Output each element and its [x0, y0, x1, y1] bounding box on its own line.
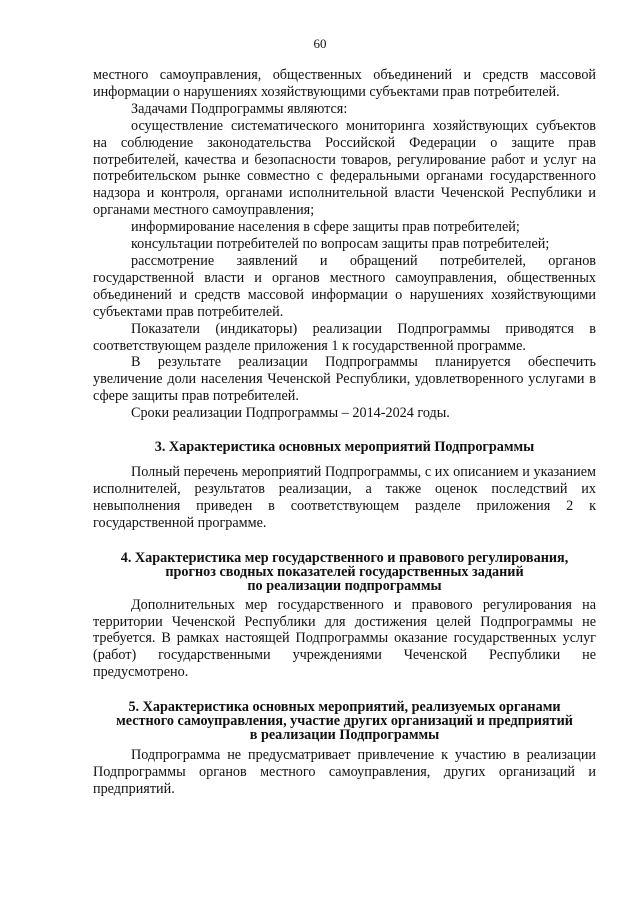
paragraph: местного самоуправления, общественных объединений и средств массовой информации о нарушениях хозяйствующими субъектами прав потребителей.: [93, 67, 596, 100]
page-number: 60: [313, 36, 327, 51]
section-heading: [93, 700, 596, 742]
heading-line: 5. Характеристика основных мероприятий, реализуемых органами: [128, 699, 561, 716]
paragraph: Подпрограмма не предусматривает привлечение к участию в реализации Подпрограммы органов местного самоуправления, других организаций и предприятий.: [93, 747, 596, 797]
paragraph: рассмотрение заявлений и обращений потребителей, органов государственной власти и органов местного самоуправления, общественных объединений и средств массовой информации о нарушениях хозяйствующими субъектами прав потребителей.: [93, 252, 596, 320]
paragraph: Дополнительных мер государственного и правового регулирования на территории Чеченской Республики для достижения целей Подпрограммы не требуется. В рамках настоящей Подпрограммы оказание государственных услуг (работ) государственными учреждениями Чеченской Республики не предусмотрено.: [93, 596, 596, 681]
paragraph: консультации потребителей по вопросам защиты прав потребителей;: [131, 236, 550, 253]
section-heading: 3. Характеристика основных мероприятий Подпрограммы: [154, 439, 535, 456]
paragraph: Сроки реализации Подпрограммы – 2014-2024 годы.: [131, 405, 450, 422]
heading-line: по реализации подпрограммы: [247, 577, 442, 594]
heading-line: 4. Характеристика мер государственного и правового регулирования,: [120, 549, 569, 566]
paragraph: осуществление систематического мониторинга хозяйствующих субъектов на соблюдение законодательства Российской Федерации о защите прав потребителей, качества и безопасности товаров, регулирование работ и услуг на потребительском рынке совместно с федеральными органами государственного надзора и контроля, органами исполнительной власти Чеченской Республики и органами местного самоуправления;: [93, 117, 596, 219]
paragraph: В результате реализации Подпрограммы планируется обеспечить увеличение доли населения Чеченской Республики, удовлетворенного услугами в сфере защиты прав потребителей.: [93, 354, 596, 405]
page-content: [93, 67, 596, 798]
paragraph: информирование населения в сфере защиты прав потребителей;: [131, 219, 520, 236]
heading-line: в реализации Подпрограммы: [249, 727, 440, 744]
paragraph: Показатели (индикаторы) реализации Подпрограммы приводятся в соответствующем разделе приложения 1 к государственной программе.: [93, 320, 596, 354]
paragraph: Полный перечень мероприятий Подпрограммы, с их описанием и указанием исполнителей, результатов реализации, а также оценок последствий их невыполнения приведен в соответствующем разделе приложения 2 к государственной программе.: [93, 464, 596, 531]
section-heading: [93, 551, 596, 593]
heading-line: прогноз сводных показателей государственных заданий: [165, 563, 524, 580]
heading-line: местного самоуправления, участие других организаций и предприятий: [116, 713, 573, 730]
paragraph: Задачами Подпрограммы являются:: [131, 100, 348, 117]
